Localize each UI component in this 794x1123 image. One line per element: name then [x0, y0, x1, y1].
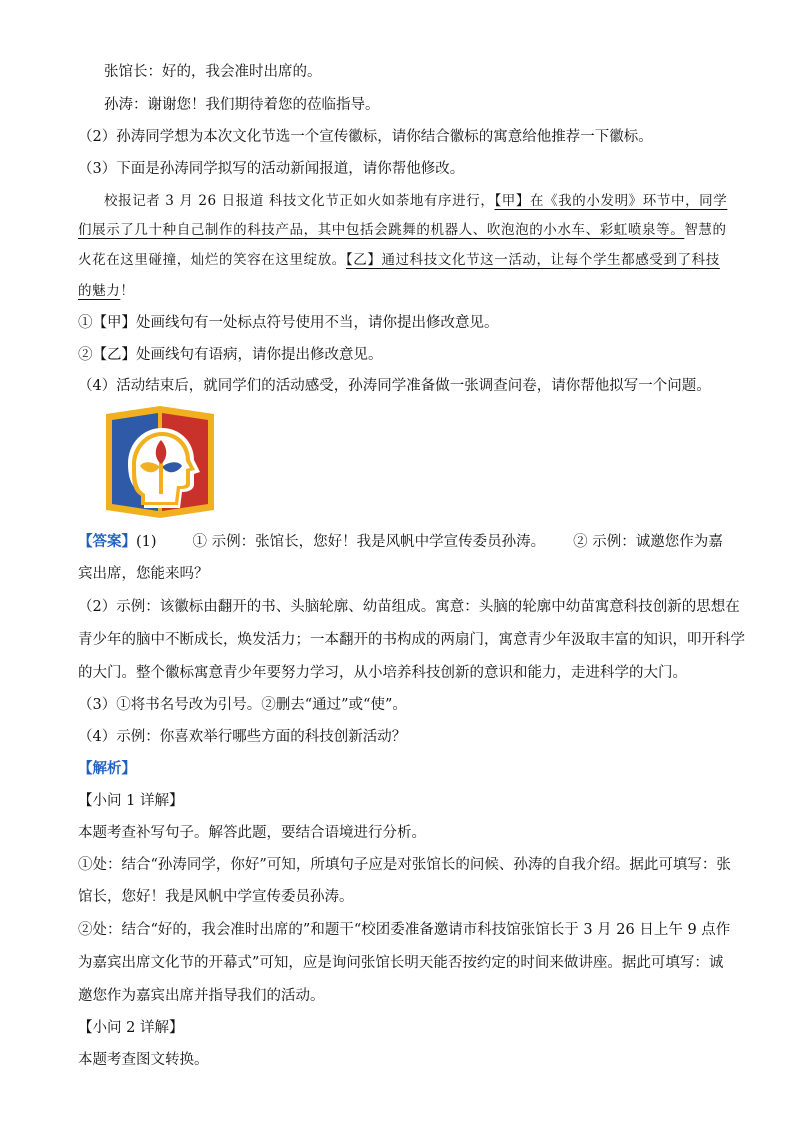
analysis-1-line-1: 本题考查补写句子。解答此题，要结合语境进行分析。: [78, 825, 426, 841]
question-3: （3）下面是孙涛同学拟写的活动新闻报道，请你帮他修改。: [78, 161, 465, 177]
answer-1-continued: 宾出席，您能来吗？: [78, 566, 209, 582]
answer-3: （3）①将书名号改为引号。②删去“通过”或“使”。: [78, 697, 407, 713]
answer-1-label: (1): [136, 534, 157, 550]
news-text: 智慧的: [684, 222, 727, 238]
analysis-1-line-2: ①处：结合“孙涛同学，你好”可知，所填句子应是对张馆长的问候、孙涛的自我介绍。据此可填写：张: [78, 857, 731, 873]
news-line-3: [78, 250, 720, 270]
news-text: 火花在这里碰撞，灿烂的笑容在这里绽放。: [78, 252, 346, 268]
question-2: （2）孙涛同学想为本次文化节选一个宣传徽标，请你结合徽标的寓意给他推荐一下徽标。: [78, 129, 653, 145]
news-line-1: [104, 191, 727, 211]
news-underlined-yi: 【乙】通过科技文化节这一活动，让每个学生都感受到了科技: [345, 252, 720, 268]
analysis-1-line-6: 邀您作为嘉宾出席并指导我们的活动。: [78, 988, 325, 1004]
analysis-tag: 【解析】: [78, 760, 136, 777]
answer-4: （4）示例：你喜欢举行哪些方面的科技创新活动？: [78, 729, 407, 745]
news-text: 校报记者 3 月 26 日报道 科技文化节正如火如荼地有序进行，: [104, 193, 495, 209]
news-underlined-yi-cont: 的魅力: [78, 283, 121, 299]
analysis-1-line-4: ②处：结合“好的，我会准时出席的”和题干“校团委准备邀请市科技馆张馆长于 3 月 26 日上午 9 点作: [78, 922, 731, 938]
answer-tag: 【答案】: [78, 533, 136, 550]
answer-1-part1: ① 示例：张馆长，您好！我是风帆中学宣传委员孙涛。: [192, 534, 546, 550]
festival-emblem-icon: [104, 404, 216, 520]
question-3-1: ①【甲】处画线句有一处标点符号使用不当，请你提出修改意见。: [78, 315, 499, 331]
analysis-2-line-1: 本题考查图文转换。: [78, 1052, 209, 1068]
analysis-1-line-5: 为嘉宾出席文化节的开幕式”可知，应是询问张馆长明天能否按约定的时间来做讲座。据此可填写：诚: [78, 955, 724, 971]
analysis-sub-2: 【小问 2 详解】: [78, 1020, 184, 1036]
question-4: （4）活动结束后，就同学们的活动感受，孙涛同学准备做一张调查问卷，请你帮他拟写一个问题。: [78, 378, 711, 394]
answer-2-line-3: 的大门。整个徽标寓意青少年要努力学习，从小培养科技创新的意识和能力，走进科学的大门。: [78, 665, 687, 681]
analysis-1-line-3: 馆长，您好！我是风帆中学宣传委员孙涛。: [78, 889, 354, 905]
news-text: ！: [120, 283, 135, 299]
answer-1-part2: ② 示例：诚邀您作为嘉: [573, 534, 723, 550]
answer-2-line-1: （2）示例：该徽标由翻开的书、头脑轮廓、幼苗组成。寓意：头脑的轮廓中幼苗寓意科技创新的思想在: [78, 599, 740, 615]
news-line-2: [78, 220, 727, 240]
answer-2-line-2: 青少年的脑中不断成长，焕发活力；一本翻开的书构成的两扇门，寓意青少年汲取丰富的知识，叩开科学: [78, 632, 745, 648]
analysis-sub-1: 【小问 1 详解】: [78, 793, 184, 809]
news-underlined-jia: 【甲】在《我的小发明》环节中，同学: [494, 193, 728, 209]
question-3-2: ②【乙】处画线句有语病，请你提出修改意见。: [78, 347, 383, 363]
news-underlined-jia-cont: 们展示了几十种自己制作的科技产品，其中包括会跳舞的机器人、吹泡泡的小水车、彩虹喷泉等。: [78, 222, 685, 238]
dialog-line-suntao: 孙涛：谢谢您！我们期待着您的莅临指导。: [104, 97, 380, 113]
dialog-line-curator: 张馆长：好的，我会准时出席的。: [104, 64, 322, 80]
answer-line-1: [78, 532, 723, 552]
news-line-4: [78, 281, 134, 301]
